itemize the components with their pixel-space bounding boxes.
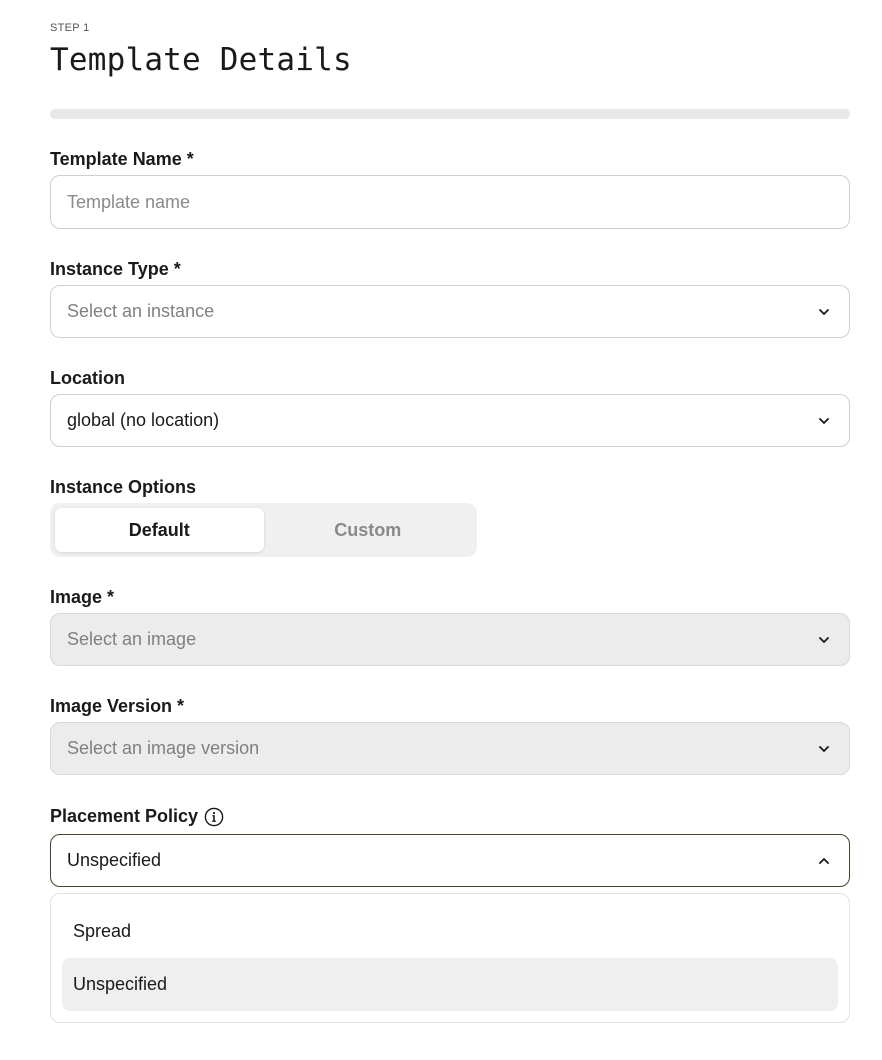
image-select[interactable] <box>50 613 850 666</box>
instance-options-label: Instance Options <box>50 477 197 497</box>
image-version-value: Select an image version <box>67 738 260 758</box>
chevron-down-icon <box>817 305 831 319</box>
image-value: Select an image <box>67 629 197 649</box>
template-name-input[interactable] <box>67 192 833 213</box>
placement-policy-label: Placement Policy <box>50 806 199 826</box>
placement-policy-select[interactable] <box>50 834 850 887</box>
image-version-select[interactable] <box>50 722 850 775</box>
instance-option-custom[interactable]: Custom <box>334 519 402 540</box>
progress-bar <box>50 109 850 119</box>
placement-policy-value: Unspecified <box>67 850 162 870</box>
step-label: STEP 1 <box>50 22 90 34</box>
placement-policy-label-row <box>50 806 224 827</box>
chevron-up-icon <box>817 854 831 868</box>
menu-item-spread[interactable]: Spread <box>73 921 132 941</box>
chevron-down-icon <box>817 633 831 647</box>
placement-policy-menu <box>50 893 850 1023</box>
chevron-down-icon <box>817 414 831 428</box>
instance-option-default[interactable]: Default <box>55 508 264 552</box>
template-name-label: Template Name * <box>50 149 194 169</box>
image-version-label: Image Version * <box>50 696 185 716</box>
image-label: Image * <box>50 587 115 607</box>
location-value: global (no location) <box>67 410 220 430</box>
chevron-down-icon <box>817 742 831 756</box>
page-title: Template Details <box>50 42 352 78</box>
instance-options-toggle <box>50 503 477 557</box>
location-label: Location <box>50 368 125 388</box>
location-select[interactable] <box>50 394 850 447</box>
instance-type-label: Instance Type * <box>50 259 181 279</box>
instance-type-select[interactable] <box>50 285 850 338</box>
instance-type-value: Select an instance <box>67 301 215 321</box>
menu-item-unspecified[interactable]: Unspecified <box>62 958 838 1011</box>
info-circle-icon[interactable] <box>204 807 224 827</box>
template-name-field-wrapper <box>50 175 850 229</box>
